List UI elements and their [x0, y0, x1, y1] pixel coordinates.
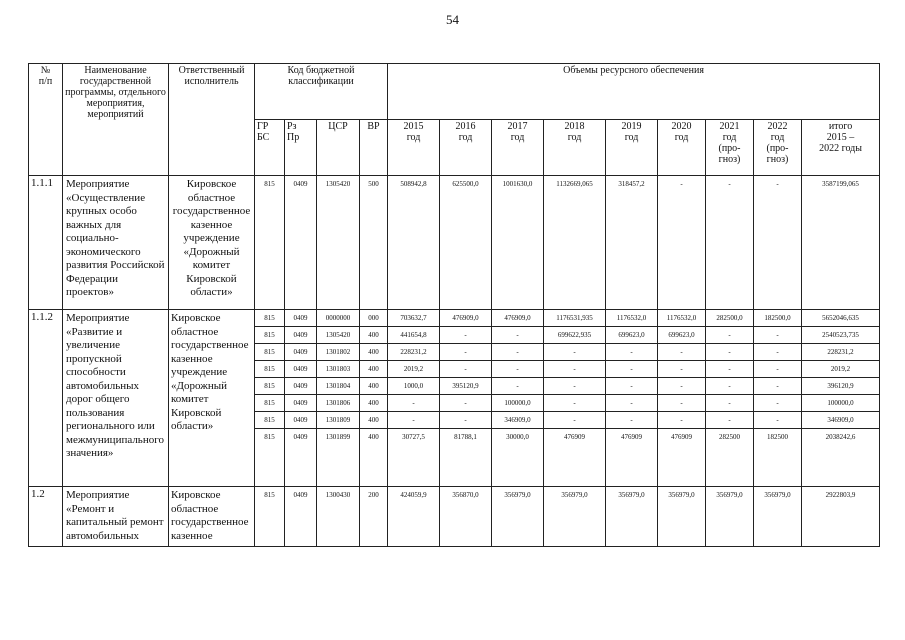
budget-code-cell: 0409: [285, 361, 317, 378]
year-value-cell: -: [440, 361, 492, 378]
budget-code-cell: 815: [255, 487, 285, 547]
budget-code-cell: 815: [255, 176, 285, 310]
header-budget-code: Код бюджетной классификации: [255, 64, 388, 120]
year-value-cell: -: [658, 361, 706, 378]
budget-code-cell: 0000000: [317, 310, 360, 327]
year-value-cell: 699623,0: [658, 327, 706, 344]
budget-code-cell: 0409: [285, 344, 317, 361]
budget-code-cell: 400: [360, 344, 388, 361]
year-value-cell: 1176532,0: [606, 310, 658, 327]
responsible-executor: Кировское областное государственное казенное: [169, 487, 255, 547]
budget-code-cell: 815: [255, 395, 285, 412]
year-value-cell: -: [754, 344, 802, 361]
year-value-cell: 476909,0: [440, 310, 492, 327]
year-value-cell: 476909: [658, 429, 706, 487]
year-value-cell: 699623,0: [606, 327, 658, 344]
budget-code-cell: 0409: [285, 176, 317, 310]
year-value-cell: 476909,0: [492, 310, 544, 327]
year-value-cell: 30727,5: [388, 429, 440, 487]
header-year: 2021 год (про- гноз): [706, 120, 754, 176]
year-value-cell: -: [606, 412, 658, 429]
year-value-cell: 699622,935: [544, 327, 606, 344]
year-value-cell: -: [658, 378, 706, 395]
year-value-cell: 282500: [706, 429, 754, 487]
year-value-cell: 476909: [606, 429, 658, 487]
total-cell: 100000,0: [802, 395, 880, 412]
total-cell: 2038242,6: [802, 429, 880, 487]
year-value-cell: -: [706, 176, 754, 310]
budget-code-cell: 1301809: [317, 412, 360, 429]
year-value-cell: 356979,0: [658, 487, 706, 547]
budget-code-cell: 0409: [285, 327, 317, 344]
budget-code-cell: 0409: [285, 412, 317, 429]
year-value-cell: -: [658, 176, 706, 310]
budget-code-cell: 815: [255, 361, 285, 378]
year-value-cell: -: [492, 378, 544, 395]
table-row: [29, 487, 880, 547]
responsible-executor: Кировское областное государственное казенное учреждение «Дорожный комитет Кировской области»: [169, 310, 255, 487]
table-row: [29, 310, 880, 327]
page-number: 54: [446, 12, 459, 27]
budget-code-cell: 400: [360, 429, 388, 487]
budget-code-cell: 815: [255, 378, 285, 395]
budget-code-cell: 000: [360, 310, 388, 327]
year-value-cell: 318457,2: [606, 176, 658, 310]
budget-code-cell: 0409: [285, 310, 317, 327]
total-cell: 396120,9: [802, 378, 880, 395]
total-cell: 2540523,735: [802, 327, 880, 344]
year-value-cell: -: [440, 327, 492, 344]
year-value-cell: -: [706, 327, 754, 344]
budget-code-cell: 815: [255, 344, 285, 361]
budget-code-cell: 0409: [285, 429, 317, 487]
year-value-cell: -: [706, 412, 754, 429]
year-value-cell: 476909: [544, 429, 606, 487]
year-value-cell: 346909,0: [492, 412, 544, 429]
budget-code-cell: 815: [255, 327, 285, 344]
year-value-cell: -: [754, 395, 802, 412]
activity-name: Мероприятие «Развитие и увеличение пропускной способности автомобильных дорог общего пользования регионального или межмуниципального значения»: [63, 310, 169, 487]
year-value-cell: -: [440, 395, 492, 412]
year-value-cell: -: [492, 344, 544, 361]
budget-code-cell: 815: [255, 412, 285, 429]
year-value-cell: -: [544, 361, 606, 378]
year-value-cell: -: [544, 378, 606, 395]
year-value-cell: 182500: [754, 429, 802, 487]
header-csr: ЦСР: [317, 120, 360, 176]
row-number: 1.2: [29, 487, 63, 547]
budget-code-cell: 1301804: [317, 378, 360, 395]
header-grbs: ГР БС: [255, 120, 285, 176]
year-value-cell: 100000,0: [492, 395, 544, 412]
header-name: Наименование государственной программы, отдельного мероприятия, мероприятий: [63, 64, 169, 176]
budget-code-cell: 400: [360, 361, 388, 378]
year-value-cell: -: [706, 378, 754, 395]
budget-code-cell: 500: [360, 176, 388, 310]
year-value-cell: -: [606, 344, 658, 361]
year-value-cell: 1176532,0: [658, 310, 706, 327]
year-value-cell: 625500,0: [440, 176, 492, 310]
year-value-cell: -: [606, 378, 658, 395]
header-rzpr: Рз Пр: [285, 120, 317, 176]
year-value-cell: 441654,8: [388, 327, 440, 344]
budget-code-cell: 0409: [285, 395, 317, 412]
budget-code-cell: 815: [255, 429, 285, 487]
year-value-cell: -: [544, 412, 606, 429]
year-value-cell: -: [658, 395, 706, 412]
table-row: [29, 176, 880, 310]
header-year: 2022 год (про- гноз): [754, 120, 802, 176]
year-value-cell: 356979,0: [606, 487, 658, 547]
year-value-cell: -: [754, 412, 802, 429]
year-value-cell: 395120,9: [440, 378, 492, 395]
year-value-cell: 356870,0: [440, 487, 492, 547]
header-year: 2016 год: [440, 120, 492, 176]
year-value-cell: -: [754, 378, 802, 395]
year-value-cell: -: [658, 412, 706, 429]
budget-code-cell: 1300430: [317, 487, 360, 547]
budget-code-cell: 0409: [285, 487, 317, 547]
total-cell: 2019,2: [802, 361, 880, 378]
year-value-cell: 356979,0: [706, 487, 754, 547]
year-value-cell: 1000,0: [388, 378, 440, 395]
year-value-cell: 356979,0: [492, 487, 544, 547]
budget-code-cell: 400: [360, 412, 388, 429]
year-value-cell: 182500,0: [754, 310, 802, 327]
year-value-cell: 1176531,935: [544, 310, 606, 327]
header-year: итого 2015 – 2022 годы: [802, 120, 880, 176]
row-number: 1.1.2: [29, 310, 63, 487]
header-year: 2019 год: [606, 120, 658, 176]
budget-code-cell: 400: [360, 327, 388, 344]
budget-code-cell: 1305420: [317, 327, 360, 344]
budget-code-cell: 200: [360, 487, 388, 547]
row-number: 1.1.1: [29, 176, 63, 310]
year-value-cell: 81788,1: [440, 429, 492, 487]
year-value-cell: -: [492, 327, 544, 344]
budget-code-cell: 1301802: [317, 344, 360, 361]
header-nr: № п/п: [29, 64, 63, 176]
budget-code-cell: 0409: [285, 378, 317, 395]
year-value-cell: -: [706, 361, 754, 378]
header-year: 2020 год: [658, 120, 706, 176]
budget-code-cell: 1301803: [317, 361, 360, 378]
total-cell: 346909,0: [802, 412, 880, 429]
year-value-cell: 282500,0: [706, 310, 754, 327]
year-value-cell: 356979,0: [544, 487, 606, 547]
year-value-cell: 356979,0: [754, 487, 802, 547]
budget-code-cell: 1301806: [317, 395, 360, 412]
responsible-executor: Кировское областное государственное казенное учреждение «Дорожный комитет Кировской области»: [169, 176, 255, 310]
total-cell: 2922803,9: [802, 487, 880, 547]
budget-code-cell: 400: [360, 378, 388, 395]
budget-code-cell: 1301899: [317, 429, 360, 487]
year-value-cell: -: [606, 361, 658, 378]
year-value-cell: -: [658, 344, 706, 361]
activity-name: Мероприятие «Осуществление крупных особо важных для социально-экономического развития Российской Федерации проектов»: [63, 176, 169, 310]
header-responsible: Ответственный исполнитель: [169, 64, 255, 176]
year-value-cell: -: [754, 176, 802, 310]
year-value-cell: -: [706, 395, 754, 412]
year-value-cell: -: [544, 344, 606, 361]
year-value-cell: -: [388, 395, 440, 412]
year-value-cell: 2019,2: [388, 361, 440, 378]
total-cell: 3587199,065: [802, 176, 880, 310]
total-cell: 5652046,635: [802, 310, 880, 327]
budget-code-cell: 815: [255, 310, 285, 327]
resource-table: [28, 63, 880, 547]
header-resources: Объемы ресурсного обеспечения: [388, 64, 880, 120]
year-value-cell: 1132669,065: [544, 176, 606, 310]
total-cell: 228231,2: [802, 344, 880, 361]
year-value-cell: -: [388, 412, 440, 429]
activity-name: Мероприятие «Ремонт и капитальный ремонт автомобильных: [63, 487, 169, 547]
year-value-cell: -: [706, 344, 754, 361]
year-value-cell: 30000,0: [492, 429, 544, 487]
header-year: 2017 год: [492, 120, 544, 176]
year-value-cell: -: [440, 412, 492, 429]
year-value-cell: -: [492, 361, 544, 378]
year-value-cell: -: [440, 344, 492, 361]
year-value-cell: 424059,9: [388, 487, 440, 547]
year-value-cell: 508942,8: [388, 176, 440, 310]
year-value-cell: 703632,7: [388, 310, 440, 327]
header-year: 2018 год: [544, 120, 606, 176]
year-value-cell: 228231,2: [388, 344, 440, 361]
header-vr: ВР: [360, 120, 388, 176]
year-value-cell: 1001630,0: [492, 176, 544, 310]
year-value-cell: -: [606, 395, 658, 412]
budget-code-cell: 1305420: [317, 176, 360, 310]
year-value-cell: -: [754, 361, 802, 378]
year-value-cell: -: [754, 327, 802, 344]
header-year: 2015 год: [388, 120, 440, 176]
budget-code-cell: 400: [360, 395, 388, 412]
year-value-cell: -: [544, 395, 606, 412]
